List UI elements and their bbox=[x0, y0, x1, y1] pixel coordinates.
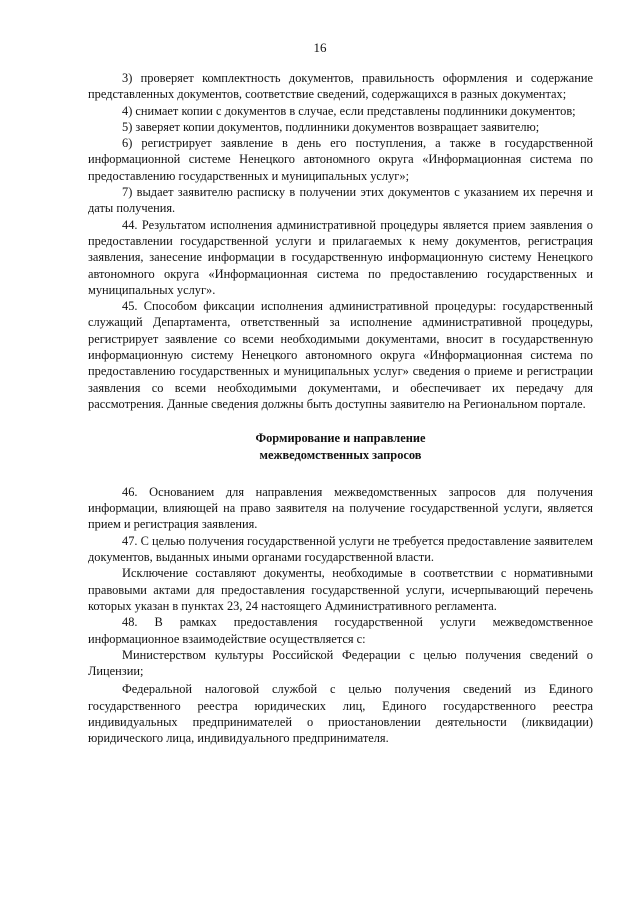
paragraph-exception: Исключение составляют документы, необходимые в соответствии с нормативными правовыми актами для предоставления государственной услуги, исчерпывающий перечень которых указан в пунктах 23, 24 настоящего Административного регламента. bbox=[88, 566, 593, 613]
paragraph-47: 47. С целью получения государственной услуги не требуется предоставление заявителем документов, выданных иными органами государственной власти. bbox=[88, 533, 593, 565]
paragraph-tax-service: Федеральной налоговой службой с целью получения сведений из Единого государственного реестра юридических лиц, Единого государственного реестра индивидуальных предпринимателей о приостановлении деятельности (ликвидации) юридического лица, индивидуального предпринимателя. bbox=[88, 682, 593, 746]
paragraph-46: 46. Основанием для направления межведомственных запросов для получения информации, влияющей на право заявителя на получение государственной услуги, является прием и регистрация заявления. bbox=[88, 484, 593, 532]
paragraph-45: 45. Способом фиксации исполнения административной процедуры: государственный служащий Департамента, ответственный за исполнение административной процедуры, регистрирует заявление со всеми необходимыми документами, вносит в государственную информационную систему Ненецкого автономного округа «Информационная система по предоставлению государственных и муниципальных услуг» сведения о приеме и регистрации заявления со всеми необходимыми документами, и обеспечивает их передачу для рассмотрения. Данные сведения должны быть доступны заявителю на Региональном портале. bbox=[88, 299, 593, 411]
section-heading-line2: межведомственных запросов bbox=[259, 447, 422, 462]
paragraph-44: 44. Результатом исполнения административной процедуры является прием заявления о предоставлении государственной услуги и прилагаемых к нему документов, регистрация заявления, занесение информации в государственную информационную систему Ненецкого автономного округа «Информационная система по предоставлению государственных и муниципальных услуг». bbox=[88, 217, 593, 297]
paragraph-item-3: 3) проверяет комплектность документов, правильность оформления и содержание представленных документов, соответствие сведений, содержащихся в разных документах; bbox=[88, 71, 593, 102]
section-heading-line1: Формирование и направление bbox=[255, 431, 426, 446]
document-body bbox=[88, 70, 593, 747]
paragraph-item-4: 4) снимает копии с документов в случае, если представлены подлинники документов; bbox=[122, 103, 576, 118]
paragraph-ministry-culture: Министерством культуры Российской Федерации с целью получения сведений о Лицензии; bbox=[88, 647, 593, 679]
paragraph-48: 48. В рамках предоставления государственной услуги межведомственное информационное взаимодействие осуществляется с: bbox=[88, 615, 593, 646]
paragraph-item-5: 5) заверяет копии документов, подлинники документов возвращает заявителю; bbox=[122, 119, 540, 134]
page-number: 16 bbox=[313, 40, 327, 55]
paragraph-item-7: 7) выдает заявителю расписку в получении этих документов с указанием их перечня и даты получения. bbox=[88, 185, 593, 216]
section-heading bbox=[88, 430, 593, 463]
paragraph-item-6: 6) регистрирует заявление в день его поступления, а также в государственной информационной системе Ненецкого автономного округа «Информационная система по предоставлению государственных и муниципальных услуг»; bbox=[88, 136, 593, 183]
